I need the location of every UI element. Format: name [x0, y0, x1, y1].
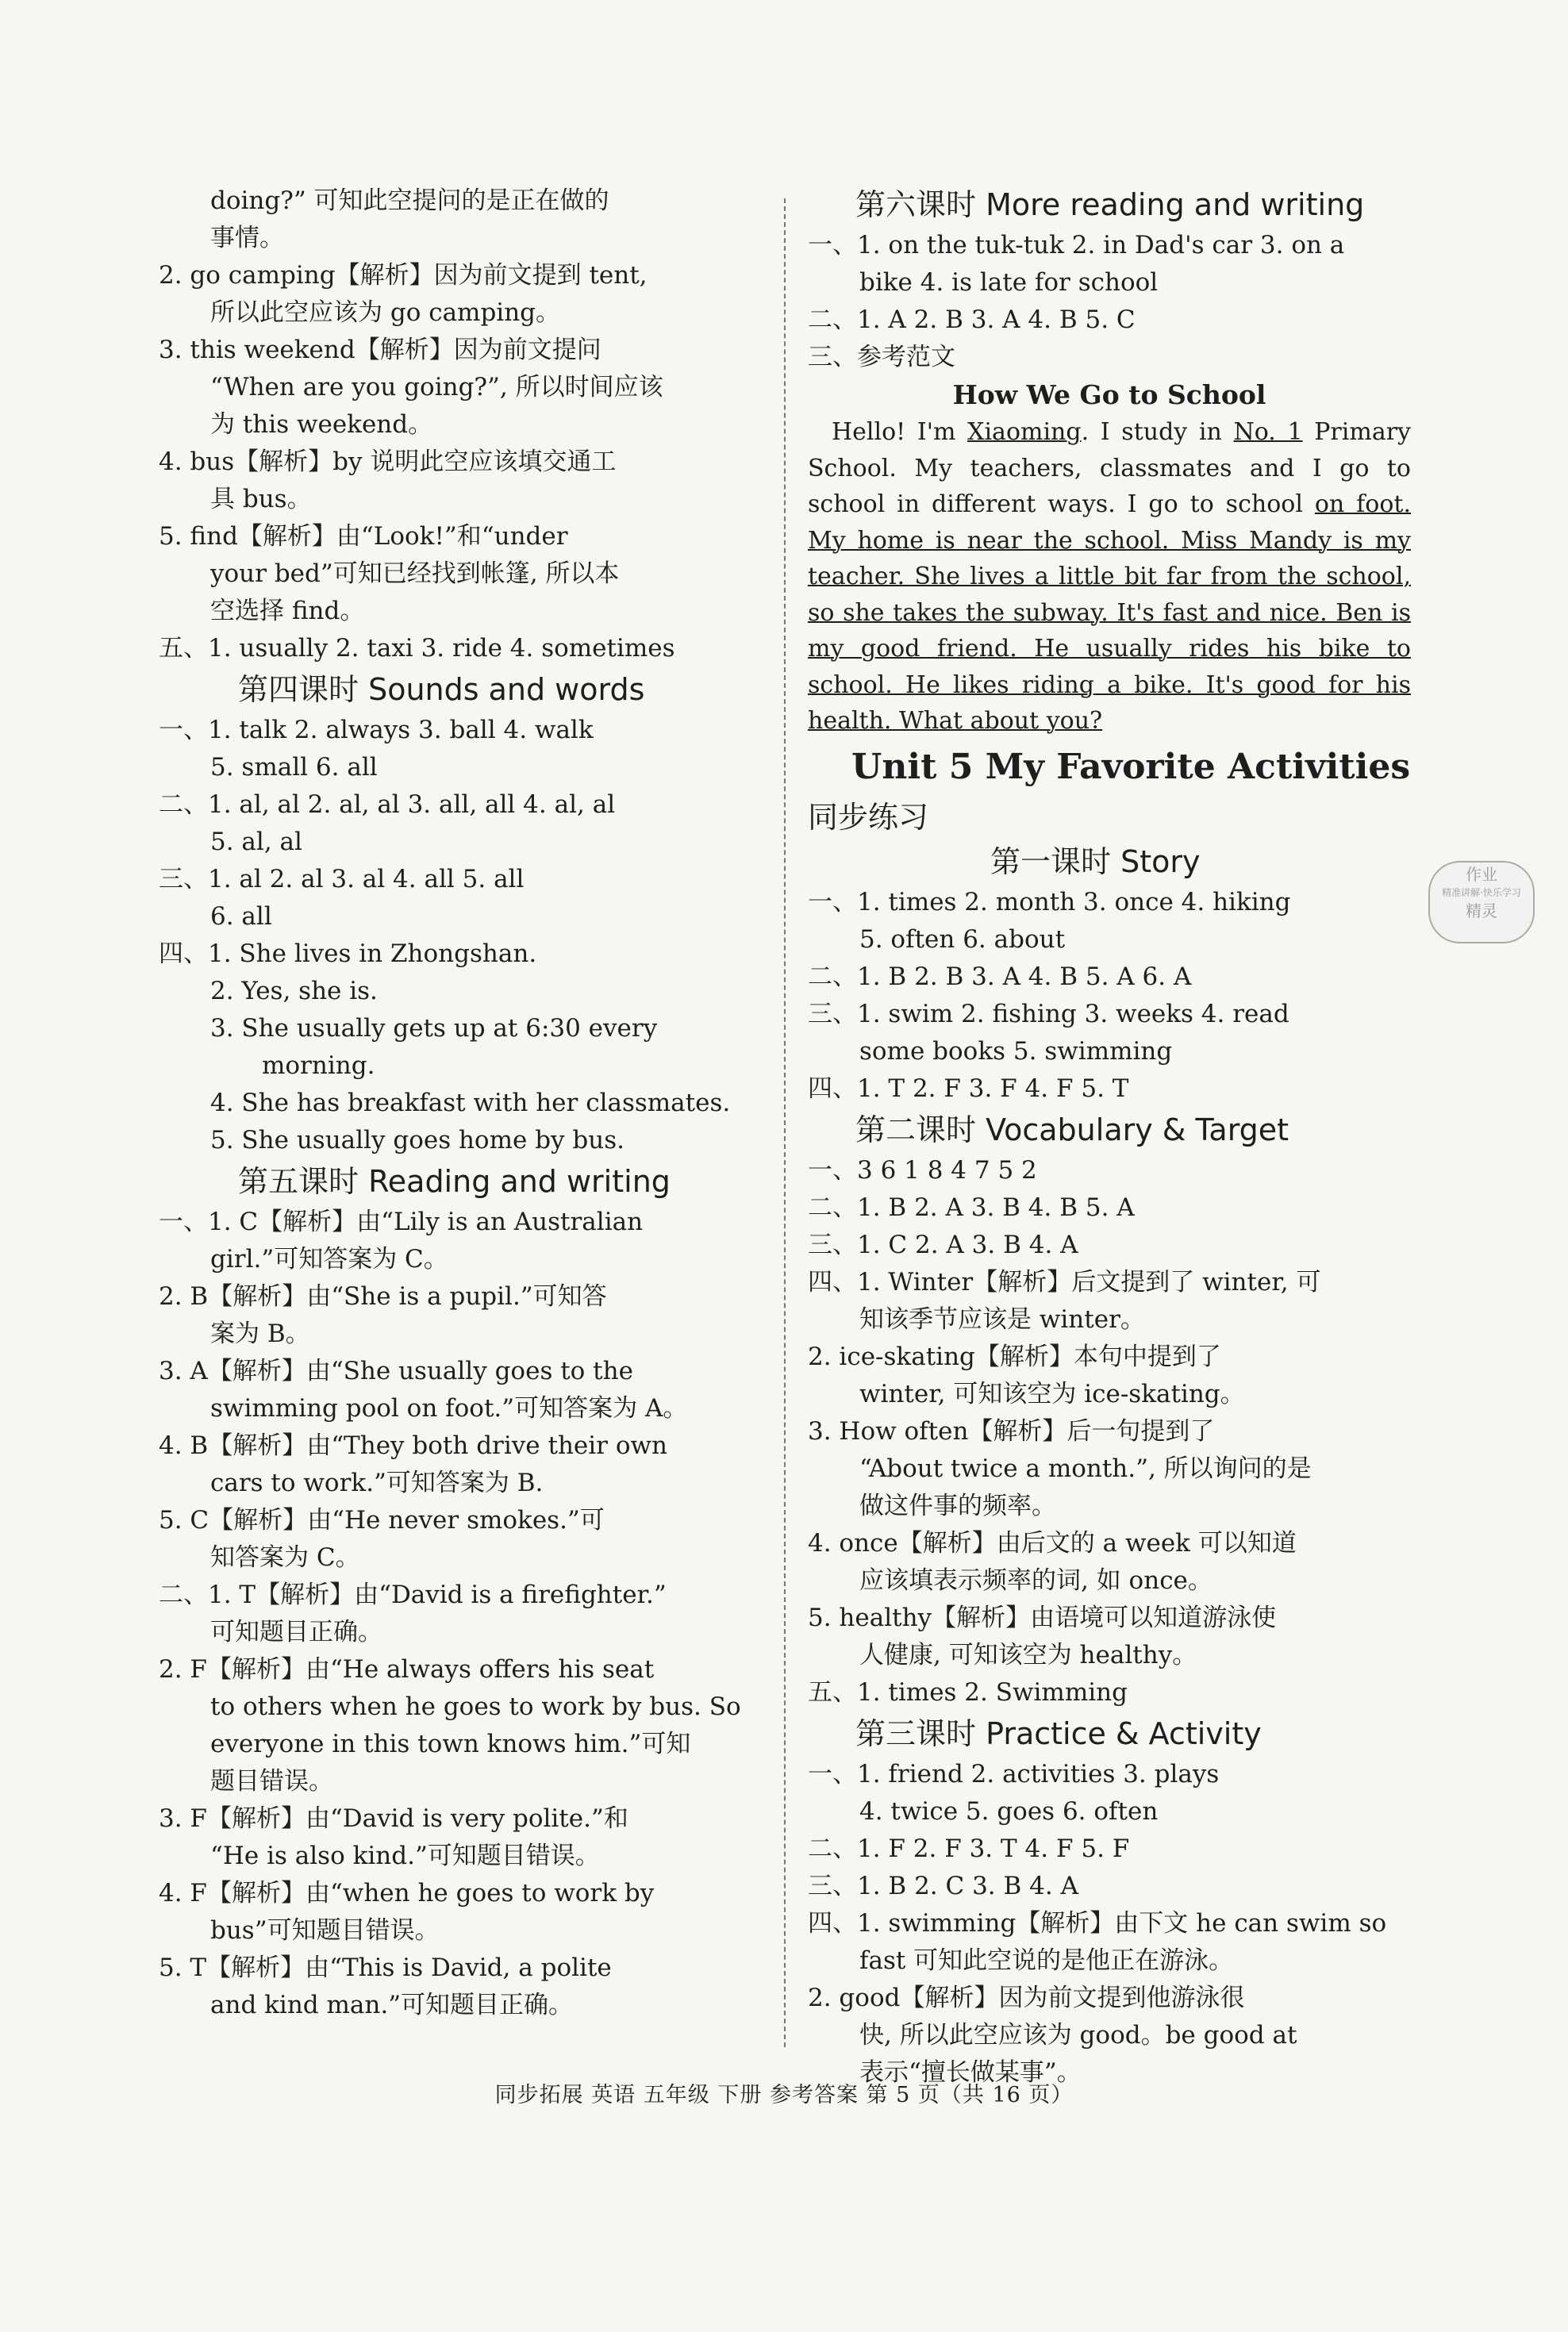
answer-line: 一、1. friend 2. activities 3. plays — [808, 1759, 1220, 1788]
answer-line: 3. How often【解析】后一句提到了 — [808, 1416, 1215, 1446]
answer-line: 可知题目正确。 — [210, 1618, 382, 1646]
lesson-six-section — [808, 182, 1411, 376]
column-divider — [784, 198, 786, 2047]
unit-subtitle: 同步练习 — [808, 799, 929, 835]
answer-line: 2. go camping【解析】因为前文提到 tent, — [159, 261, 648, 290]
lesson-heading: 第一课时 Story — [990, 843, 1201, 879]
lesson-heading: 第五课时 Reading and writing — [238, 1164, 671, 1199]
answer-line: 三、1. B 2. C 3. B 4. A — [808, 1871, 1078, 1900]
answer-line: 三、1. al 2. al 3. al 4. all 5. all — [159, 865, 525, 893]
answer-line: 表示“擅长做某事”。 — [859, 2057, 1082, 2087]
answer-line: 5. T【解析】由“This is David, a polite — [159, 1954, 612, 1982]
answer-line: 五、1. usually 2. taxi 3. ride 4. sometimes — [159, 634, 675, 663]
answer-line: 为 this weekend。 — [210, 410, 433, 439]
answer-line: 具 bus。 — [210, 485, 312, 513]
answer-line: and kind man.”可知题目正确。 — [210, 1991, 574, 2019]
answer-line: cars to work.”可知答案为 B. — [210, 1469, 544, 1497]
answer-line: 5. often 6. about — [859, 924, 1066, 954]
answer-line: 5. healthy【解析】由语境可以知道游泳使 — [808, 1603, 1277, 1632]
answer-line: 空选择 find。 — [210, 597, 365, 625]
answer-line: 5. find【解析】由“Look!”和“under — [159, 522, 568, 551]
answer-line: doing?” 可知此空提问的是正在做的 — [210, 186, 609, 215]
answer-line: 二、1. A 2. B 3. A 4. B 5. C — [808, 305, 1136, 334]
unit-title: Unit 5 My Favorite Activities — [851, 746, 1411, 787]
answer-line: 5. small 6. all — [210, 753, 378, 782]
answer-line: everyone in this town knows him.”可知 — [210, 1730, 691, 1758]
answer-line: 4. F【解析】由“when he goes to work by — [159, 1879, 655, 1907]
lesson-heading: 第三课时 Practice & Activity — [855, 1715, 1262, 1751]
answer-line: 2. B【解析】由“She is a pupil.”可知答 — [159, 1282, 607, 1311]
homework-stamp-logo: 作业 精准讲解·快乐学习 精灵 — [1428, 861, 1535, 943]
answer-line: “He is also kind.”可知题目错误。 — [210, 1842, 600, 1870]
answer-line: 做这件事的频率。 — [859, 1491, 1056, 1520]
answer-line: 二、1. T【解析】由“David is a firefighter.” — [159, 1581, 667, 1609]
answer-line: 三、参考范文 — [808, 343, 955, 371]
right-column — [808, 182, 1411, 2092]
answer-line: 四、1. swimming【解析】由下文 he can swim so — [808, 1908, 1387, 1938]
answer-line: 二、1. al, al 2. al, al 3. all, all 4. al, al — [159, 790, 616, 819]
answer-line: your bed”可知已经找到帐篷, 所以本 — [210, 559, 620, 588]
answer-line: 二、1. B 2. A 3. B 4. B 5. A — [808, 1193, 1135, 1222]
essay-body: Hello! I'm Xiaoming. I study in No. 1 Primary School. My teachers, classmates and I go to school in different ways. I go to school on foot. My home is near the school. Miss Mandy is my teacher. She lives a little bit far from the school, so she takes the subway. It's fast and nice. Ben is my good friend. He usually rides his bike to school. He likes riding a bike. It's good for his health. What about you? — [808, 418, 1411, 735]
answer-line: 2. F【解析】由“He always offers his seat — [159, 1655, 655, 1684]
answer-line: 3. She usually gets up at 6:30 every — [210, 1014, 658, 1043]
lesson-heading: 第六课时 More reading and writing — [855, 187, 1365, 222]
answer-line: 4. She has breakfast with her classmates. — [210, 1089, 731, 1117]
answer-line: 4. bus【解析】by 说明此空应该填交通工 — [159, 448, 617, 476]
answer-line: girl.”可知答案为 C。 — [210, 1245, 448, 1274]
answer-line: 案为 B。 — [210, 1320, 310, 1348]
answer-line: 3. this weekend【解析】因为前文提问 — [159, 336, 601, 364]
answer-line: swimming pool on foot.”可知答案为 A。 — [210, 1394, 688, 1423]
answer-line: 3. A【解析】由“She usually goes to the — [159, 1357, 633, 1385]
answer-line: 2. ice-skating【解析】本句中提到了 — [808, 1342, 1221, 1371]
unit5-answers — [808, 839, 1411, 2092]
answer-line: “When are you going?”, 所以时间应该 — [210, 373, 663, 401]
answer-line: 6. all — [210, 902, 272, 931]
left-column — [159, 182, 762, 2024]
answer-line: 应该填表示频率的词, 如 once。 — [859, 1566, 1213, 1595]
answer-line: 5. She usually goes home by bus. — [210, 1126, 625, 1154]
answer-line: 所以此空应该为 go camping。 — [210, 298, 561, 327]
answer-line: 五、1. times 2. Swimming — [808, 1677, 1128, 1707]
answer-line: 一、1. talk 2. always 3. ball 4. walk — [159, 716, 594, 744]
answer-line: 二、1. F 2. F 3. T 4. F 5. F — [808, 1834, 1130, 1863]
essay-title: How We Go to School — [952, 379, 1266, 410]
answer-line: to others when he goes to work by bus. So — [210, 1692, 741, 1721]
answer-line: bike 4. is late for school — [859, 268, 1159, 297]
answer-line: 5. C【解析】由“He never smokes.”可 — [159, 1506, 605, 1535]
answer-line: 三、1. C 2. A 3. B 4. A — [808, 1230, 1078, 1259]
answer-line: 四、1. T 2. F 3. F 4. F 5. T — [808, 1074, 1129, 1103]
answer-line: 4. B【解析】由“They both drive their own — [159, 1431, 668, 1460]
answer-line: 2. good【解析】因为前文提到他游泳很 — [808, 1983, 1245, 2012]
answer-line: winter, 可知该空为 ice-skating。 — [859, 1379, 1245, 1408]
answer-line: 知该季节应该是 winter。 — [859, 1304, 1145, 1334]
answer-line: 2. Yes, she is. — [210, 977, 378, 1005]
answer-line: morning. — [262, 1051, 375, 1080]
answer-line: 一、1. C【解析】由“Lily is an Australian — [159, 1208, 644, 1236]
answer-line: 一、1. times 2. month 3. once 4. hiking — [808, 887, 1291, 916]
answer-line: some books 5. swimming — [859, 1036, 1173, 1066]
answer-line: “About twice a month.”, 所以询问的是 — [859, 1454, 1312, 1483]
answer-line: 二、1. B 2. B 3. A 4. B 5. A 6. A — [808, 962, 1192, 991]
answer-line: 人健康, 可知该空为 healthy。 — [859, 1640, 1197, 1669]
answer-line: 题目错误。 — [210, 1767, 333, 1796]
answer-line: 一、1. on the tuk-tuk 2. in Dad's car 3. on a — [808, 231, 1345, 259]
answer-line: 5. al, al — [210, 828, 302, 856]
answer-line: 3. F【解析】由“David is very polite.”和 — [159, 1804, 628, 1833]
page-footer: 同步拓展 英语 五年级 下册 参考答案 第 5 页（共 16 页） — [494, 2083, 1074, 2107]
lesson-heading: 第二课时 Vocabulary & Target — [855, 1112, 1289, 1147]
answer-line: 4. twice 5. goes 6. often — [859, 1796, 1159, 1826]
answer-line: bus”可知题目错误。 — [210, 1916, 440, 1945]
answer-line: 知答案为 C。 — [210, 1543, 360, 1572]
answer-line: 快, 所以此空应该为 good。be good at — [859, 2020, 1297, 2050]
answer-line: 4. once【解析】由后文的 a week 可以知道 — [808, 1528, 1297, 1558]
answer-line: 四、1. Winter【解析】后文提到了 winter, 可 — [808, 1267, 1321, 1297]
answer-line: fast 可知此空说的是他正在游泳。 — [859, 1946, 1234, 1975]
answer-line: 三、1. swim 2. fishing 3. weeks 4. read — [808, 999, 1289, 1028]
answer-line: 四、1. She lives in Zhongshan. — [159, 939, 537, 968]
lesson-heading: 第四课时 Sounds and words — [238, 672, 645, 707]
answer-line: 一、3 6 1 8 4 7 5 2 — [808, 1155, 1037, 1185]
answer-line: 事情。 — [210, 224, 284, 252]
